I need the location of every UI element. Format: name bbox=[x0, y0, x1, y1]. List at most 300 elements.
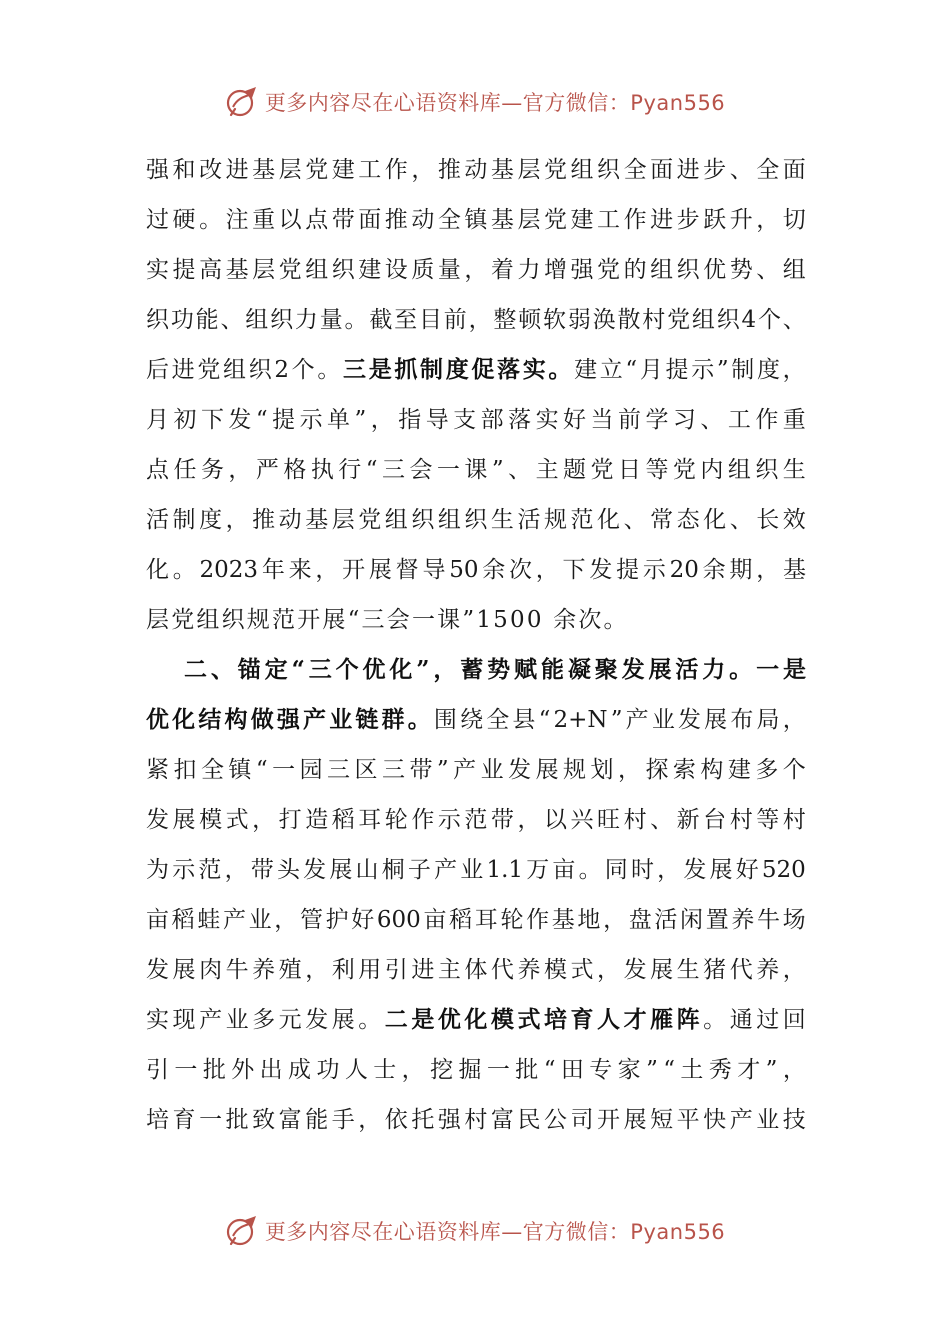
text-line bbox=[146, 745, 806, 795]
text-glyph: 功 bbox=[170, 307, 194, 333]
bold-text-glyph: 势 bbox=[487, 656, 511, 683]
text-glyph: 能 bbox=[195, 307, 219, 333]
text-glyph: 期 bbox=[729, 557, 753, 583]
text-glyph: 县 bbox=[512, 707, 536, 733]
text-glyph: 业 bbox=[480, 757, 504, 783]
bold-text-glyph: 才 bbox=[623, 1006, 647, 1033]
text-glyph: 建 bbox=[331, 157, 355, 183]
text-glyph: 目 bbox=[418, 307, 442, 333]
text-glyph: 全 bbox=[486, 707, 510, 733]
text-glyph: 1.1 bbox=[486, 857, 524, 883]
text-glyph: ， bbox=[603, 907, 627, 933]
text-glyph: 耳 bbox=[358, 807, 382, 833]
bold-text-glyph: 活 bbox=[675, 656, 699, 683]
text-glyph: 支 bbox=[453, 407, 477, 433]
text-glyph: ， bbox=[597, 957, 621, 983]
text-glyph: 提 bbox=[665, 357, 689, 383]
text-glyph: 面 bbox=[650, 157, 674, 183]
text-glyph: 党 bbox=[358, 507, 382, 533]
text-glyph: 动 bbox=[411, 207, 435, 233]
text-glyph: ， bbox=[464, 257, 488, 283]
text-glyph: 探 bbox=[645, 757, 669, 783]
text-glyph: 村 bbox=[642, 307, 666, 333]
text-glyph: 力 bbox=[294, 307, 318, 333]
text-glyph: 制 bbox=[172, 507, 196, 533]
text-glyph: ， bbox=[535, 557, 559, 583]
bold-text-glyph: “ bbox=[291, 656, 305, 683]
bold-text-glyph: 优 bbox=[146, 706, 169, 733]
text-glyph: 培 bbox=[146, 1107, 169, 1133]
text-glyph: 层 bbox=[517, 157, 541, 183]
text-glyph: 组 bbox=[223, 357, 247, 383]
text-glyph: 村 bbox=[464, 1107, 488, 1133]
text-glyph: 组 bbox=[384, 507, 408, 533]
text-glyph: 生 bbox=[490, 507, 514, 533]
bold-text-glyph: 。 bbox=[729, 656, 753, 683]
text-glyph: 党 bbox=[543, 157, 567, 183]
text-glyph: 组 bbox=[650, 257, 674, 283]
text-glyph: 万 bbox=[526, 857, 550, 883]
text-glyph: ” bbox=[491, 457, 504, 483]
text-glyph: 育 bbox=[172, 1107, 196, 1133]
text-glyph: 规 bbox=[563, 757, 587, 783]
text-glyph: 司 bbox=[570, 1107, 594, 1133]
text-glyph: 内 bbox=[700, 457, 724, 483]
text-glyph: 进 bbox=[225, 157, 249, 183]
text-glyph: ， bbox=[782, 357, 806, 383]
text-glyph: 当 bbox=[590, 407, 614, 433]
text-glyph: 、 bbox=[756, 257, 780, 283]
text-line bbox=[146, 845, 806, 895]
text-glyph: “ bbox=[663, 1057, 676, 1083]
text-glyph: 实 bbox=[146, 257, 169, 283]
text-glyph: 余 bbox=[482, 557, 506, 583]
text-glyph: 进 bbox=[171, 357, 195, 383]
text-glyph: 利 bbox=[331, 957, 355, 983]
text-glyph: 后 bbox=[146, 357, 169, 383]
text-glyph: 量 bbox=[319, 307, 343, 333]
text-glyph: 村 bbox=[782, 807, 806, 833]
text-glyph: 习 bbox=[672, 407, 696, 433]
text-glyph: 好 bbox=[563, 407, 587, 433]
text-glyph: ， bbox=[224, 857, 248, 883]
text-glyph: 强 bbox=[146, 157, 169, 183]
bold-text-glyph: 群 bbox=[381, 706, 405, 733]
text-glyph: 代 bbox=[490, 957, 514, 983]
text-glyph: 进 bbox=[676, 157, 700, 183]
text-glyph: 态 bbox=[676, 507, 700, 533]
bold-text-glyph: 度 bbox=[445, 356, 469, 383]
text-glyph: 发 bbox=[683, 857, 707, 883]
text-glyph: 展 bbox=[172, 957, 196, 983]
text-glyph: 轮 bbox=[500, 907, 524, 933]
text-glyph: 发 bbox=[589, 557, 613, 583]
text-glyph: 功 bbox=[316, 1057, 340, 1083]
text-glyph: 散 bbox=[617, 307, 641, 333]
text-glyph: 兴 bbox=[570, 807, 594, 833]
text-glyph: 步 bbox=[676, 207, 700, 233]
text-glyph: 猪 bbox=[703, 957, 727, 983]
text-glyph: 建 bbox=[727, 757, 751, 783]
bold-text-glyph: 。 bbox=[548, 356, 572, 383]
text-glyph: ” bbox=[354, 407, 367, 433]
text-glyph: 作 bbox=[755, 407, 779, 433]
text-glyph: 出 bbox=[259, 1057, 283, 1083]
text-glyph: 式 bbox=[570, 957, 594, 983]
text-glyph: 切 bbox=[782, 207, 806, 233]
text-glyph: 台 bbox=[703, 807, 727, 833]
text-glyph: 日 bbox=[617, 457, 641, 483]
text-glyph: 发 bbox=[508, 757, 532, 783]
text-glyph: 建 bbox=[358, 257, 382, 283]
bold-text-glyph: 聚 bbox=[594, 656, 618, 683]
text-glyph: 回 bbox=[782, 1007, 806, 1033]
text-glyph: 势 bbox=[729, 257, 753, 283]
text-glyph: 牛 bbox=[757, 907, 780, 933]
text-glyph: 外 bbox=[231, 1057, 255, 1083]
bold-text-glyph: 培 bbox=[543, 1006, 567, 1033]
text-glyph: 着 bbox=[490, 257, 514, 283]
text-glyph: 、 bbox=[782, 307, 806, 333]
text-glyph: 发 bbox=[146, 957, 169, 983]
text-glyph: 式 bbox=[225, 807, 249, 833]
text-glyph: 带 bbox=[331, 207, 355, 233]
text-glyph: 实 bbox=[535, 407, 559, 433]
text-glyph: 党 bbox=[197, 357, 221, 383]
text-glyph: 发 bbox=[146, 807, 169, 833]
text-glyph: 织 bbox=[411, 507, 435, 533]
text-glyph: 作 bbox=[526, 907, 550, 933]
text-glyph: 。 bbox=[344, 307, 368, 333]
text-glyph: 50 bbox=[449, 557, 479, 583]
bold-text-glyph: 阵 bbox=[676, 1006, 700, 1033]
text-glyph: 蛙 bbox=[197, 907, 221, 933]
text-glyph: 亩 bbox=[552, 857, 576, 883]
text-glyph: ， bbox=[315, 557, 339, 583]
text-glyph: 产 bbox=[453, 757, 477, 783]
text-line bbox=[146, 245, 806, 295]
text-glyph: “ bbox=[543, 1057, 556, 1083]
text-glyph: 改 bbox=[199, 157, 223, 183]
text-glyph: 成 bbox=[288, 1057, 312, 1083]
text-line bbox=[146, 295, 806, 345]
text-glyph: 三 bbox=[381, 757, 405, 783]
text-glyph: 行 bbox=[338, 457, 362, 483]
text-line bbox=[146, 645, 806, 695]
text-glyph: 、 bbox=[729, 507, 753, 533]
text-line bbox=[146, 895, 806, 945]
text-line bbox=[146, 445, 806, 495]
text-glyph: 建 bbox=[574, 357, 598, 383]
bold-text-glyph: 一 bbox=[756, 656, 780, 683]
text-glyph: 示 bbox=[437, 807, 461, 833]
text-glyph: 月 bbox=[639, 357, 663, 383]
text-glyph: 园 bbox=[299, 757, 323, 783]
text-glyph: ， bbox=[756, 207, 780, 233]
text-glyph: 代 bbox=[729, 957, 753, 983]
text-glyph: 紧 bbox=[146, 757, 169, 783]
text-glyph: 基 bbox=[490, 207, 514, 233]
text-glyph: 时 bbox=[630, 857, 654, 883]
text-glyph: 产 bbox=[434, 857, 458, 883]
text-glyph: 基 bbox=[490, 157, 514, 183]
text-glyph: 发 bbox=[623, 957, 647, 983]
text-glyph: 会 bbox=[409, 457, 433, 483]
text-glyph: ” bbox=[765, 1057, 778, 1083]
text-glyph: 织 bbox=[716, 307, 740, 333]
text-glyph: 涣 bbox=[592, 307, 616, 333]
text-glyph: 造 bbox=[305, 807, 329, 833]
text-glyph: 富 bbox=[278, 1107, 302, 1133]
text-glyph: 党 bbox=[672, 457, 696, 483]
text-glyph: ， bbox=[782, 957, 806, 983]
text-glyph: 村 bbox=[729, 807, 753, 833]
text-glyph: 全 bbox=[437, 207, 461, 233]
text-glyph: 一 bbox=[174, 1057, 198, 1083]
text-glyph: 能 bbox=[305, 1107, 329, 1133]
text-glyph: 设 bbox=[384, 257, 408, 283]
text-glyph: 重 bbox=[252, 207, 276, 233]
text-glyph: 展 bbox=[623, 1107, 647, 1133]
text-glyph: 批 bbox=[202, 1057, 226, 1083]
text-glyph: 。 bbox=[358, 1007, 382, 1033]
text-glyph: 提 bbox=[272, 407, 296, 433]
text-glyph: 发 bbox=[303, 857, 327, 883]
text-glyph: 区 bbox=[354, 757, 378, 783]
text-glyph: 、 bbox=[729, 157, 753, 183]
text-glyph: 亩 bbox=[146, 907, 169, 933]
text-glyph: 督 bbox=[395, 557, 419, 583]
bold-text-glyph: 雁 bbox=[650, 1006, 674, 1033]
text-glyph: 闲 bbox=[680, 907, 704, 933]
text-glyph: ” bbox=[610, 707, 623, 733]
text-glyph: 全 bbox=[200, 757, 224, 783]
text-glyph: 织 bbox=[248, 357, 272, 383]
text-glyph: 。 bbox=[317, 357, 341, 383]
text-glyph: 动 bbox=[278, 507, 302, 533]
text-glyph: ， bbox=[228, 457, 252, 483]
text-glyph: 生 bbox=[782, 457, 806, 483]
text-glyph: 产 bbox=[729, 1107, 753, 1133]
text-glyph: 效 bbox=[782, 507, 806, 533]
text-glyph: 强 bbox=[570, 257, 594, 283]
text-glyph: 2+N bbox=[553, 707, 608, 733]
text-glyph: 面 bbox=[782, 157, 806, 183]
text-glyph: 养 bbox=[756, 957, 780, 983]
text-glyph: 组 bbox=[437, 507, 461, 533]
bold-text-glyph: 制 bbox=[420, 356, 444, 383]
text-glyph: 带 bbox=[490, 807, 514, 833]
text-glyph: 示 bbox=[172, 857, 196, 883]
text-glyph: 个 bbox=[291, 357, 315, 383]
text-glyph: 依 bbox=[384, 1107, 408, 1133]
bold-text-glyph: 蓄 bbox=[460, 656, 484, 683]
text-glyph: 致 bbox=[252, 1107, 276, 1133]
text-glyph: 示 bbox=[299, 407, 323, 433]
text-glyph: 现 bbox=[172, 1007, 196, 1033]
text-glyph: 技 bbox=[782, 1107, 806, 1133]
text-glyph: 秀 bbox=[708, 1057, 732, 1083]
text-glyph: 增 bbox=[543, 257, 567, 283]
text-glyph: 等 bbox=[645, 457, 669, 483]
text-glyph: 展 bbox=[535, 757, 559, 783]
text-glyph: 一 bbox=[199, 1107, 223, 1133]
text-glyph: 年 bbox=[261, 557, 285, 583]
text-glyph: 工 bbox=[358, 157, 382, 183]
text-glyph: 课 bbox=[464, 457, 488, 483]
text-glyph: 开 bbox=[597, 1107, 621, 1133]
text-glyph: 推 bbox=[252, 507, 276, 533]
text-glyph: 盘 bbox=[628, 907, 652, 933]
text-line bbox=[146, 545, 806, 595]
text-glyph: 示 bbox=[642, 557, 666, 583]
text-glyph: 织 bbox=[755, 457, 779, 483]
text-glyph: 题 bbox=[563, 457, 587, 483]
text-glyph: ” bbox=[436, 757, 449, 783]
text-glyph: 带 bbox=[250, 857, 274, 883]
text-glyph: 提 bbox=[172, 257, 196, 283]
text-glyph: 业 bbox=[460, 857, 484, 883]
text-glyph: 富 bbox=[490, 1107, 514, 1133]
bold-text-glyph: 能 bbox=[540, 656, 564, 683]
text-glyph: 下 bbox=[200, 407, 224, 433]
text-glyph: 亩 bbox=[423, 907, 447, 933]
text-glyph: ， bbox=[305, 957, 329, 983]
bold-text-glyph: 凝 bbox=[567, 656, 591, 683]
text-glyph: 展 bbox=[329, 857, 353, 883]
text-glyph: 作 bbox=[384, 157, 408, 183]
bold-text-glyph: 锚 bbox=[237, 656, 261, 683]
text-glyph: 组 bbox=[691, 307, 715, 333]
text-glyph: 养 bbox=[252, 957, 276, 983]
text-glyph: 士 bbox=[373, 1057, 397, 1083]
document-body bbox=[146, 145, 806, 1145]
text-line bbox=[146, 395, 806, 445]
text-glyph: ， bbox=[468, 307, 492, 333]
text-glyph: 、 bbox=[650, 807, 674, 833]
text-glyph: 520 bbox=[761, 857, 806, 883]
text-glyph: 过 bbox=[146, 207, 169, 233]
text-glyph: 实 bbox=[146, 1007, 169, 1033]
text-glyph: 元 bbox=[278, 1007, 302, 1033]
text-glyph: 织 bbox=[331, 257, 355, 283]
bold-text-glyph: 产 bbox=[303, 706, 327, 733]
text-glyph: ， bbox=[617, 757, 641, 783]
text-glyph: 月 bbox=[146, 407, 169, 433]
text-glyph: 多 bbox=[755, 757, 779, 783]
text-glyph: 划 bbox=[590, 757, 614, 783]
bold-text-glyph: 、 bbox=[210, 656, 234, 683]
text-glyph: 活 bbox=[654, 907, 678, 933]
text-glyph: 牛 bbox=[225, 957, 249, 983]
watermark-text: 更多内容尽在心语资料库—官方微信：Pyan556 bbox=[264, 1220, 726, 1244]
text-glyph: 托 bbox=[411, 1107, 435, 1133]
text-glyph: 党 bbox=[278, 257, 302, 283]
text-glyph: 好 bbox=[351, 907, 375, 933]
text-glyph: 才 bbox=[737, 1057, 761, 1083]
bold-text-glyph: 育 bbox=[570, 1006, 594, 1033]
text-glyph: 的 bbox=[623, 257, 647, 283]
text-glyph: 建 bbox=[570, 207, 594, 233]
text-glyph: 主 bbox=[437, 957, 461, 983]
text-glyph: 田 bbox=[560, 1057, 584, 1083]
text-glyph: 点 bbox=[305, 207, 329, 233]
text-glyph: 指 bbox=[398, 407, 422, 433]
text-glyph: 稻 bbox=[449, 907, 473, 933]
text-glyph: 护 bbox=[325, 907, 349, 933]
text-glyph: 。 bbox=[172, 557, 196, 583]
text-glyph: 、 bbox=[623, 507, 647, 533]
text-line bbox=[146, 995, 806, 1045]
text-glyph: 土 bbox=[680, 1057, 704, 1083]
bold-text-glyph: 落 bbox=[497, 356, 521, 383]
text-glyph: 党 bbox=[597, 257, 621, 283]
bold-text-glyph: 发 bbox=[621, 656, 645, 683]
text-glyph: 化 bbox=[597, 507, 621, 533]
text-glyph: 党 bbox=[305, 157, 329, 183]
pen-logo-icon bbox=[225, 1214, 259, 1248]
text-glyph: ， bbox=[225, 507, 249, 533]
text-glyph: 批 bbox=[515, 1057, 539, 1083]
text-glyph: 步 bbox=[703, 157, 727, 183]
text-glyph: 层 bbox=[252, 257, 276, 283]
text-glyph: 局 bbox=[756, 707, 780, 733]
text-glyph: 度 bbox=[199, 507, 223, 533]
text-glyph: 提 bbox=[616, 557, 640, 583]
bold-text-glyph: 人 bbox=[597, 1006, 621, 1033]
text-glyph: 层 bbox=[517, 207, 541, 233]
text-glyph: 党 bbox=[667, 307, 691, 333]
text-glyph: 基 bbox=[782, 557, 806, 583]
text-glyph: 挖 bbox=[430, 1057, 454, 1083]
text-glyph: 。 bbox=[578, 857, 602, 883]
bold-text-glyph: 是 bbox=[782, 656, 806, 683]
text-glyph: 发 bbox=[228, 407, 252, 433]
text-glyph: 短 bbox=[650, 1107, 674, 1133]
watermark-header bbox=[0, 82, 950, 122]
text-glyph: 构 bbox=[700, 757, 724, 783]
bold-text-glyph: 定 bbox=[264, 656, 288, 683]
text-glyph: 动 bbox=[464, 157, 488, 183]
text-line bbox=[146, 1095, 806, 1145]
text-glyph: 制 bbox=[731, 357, 755, 383]
text-glyph: 轮 bbox=[384, 807, 408, 833]
text-glyph: 业 bbox=[225, 1007, 249, 1033]
text-glyph: 作 bbox=[411, 807, 435, 833]
watermark-footer bbox=[0, 1211, 950, 1251]
bold-text-glyph: ” bbox=[416, 656, 430, 683]
text-glyph: 发 bbox=[678, 707, 701, 733]
text-glyph: ， bbox=[657, 857, 681, 883]
text-glyph: 织 bbox=[270, 307, 294, 333]
text-glyph: 活 bbox=[146, 507, 169, 533]
text-glyph: 范 bbox=[570, 507, 594, 533]
text-glyph: 场 bbox=[782, 907, 806, 933]
text-glyph: 来 bbox=[288, 557, 312, 583]
text-glyph: 化 bbox=[703, 507, 727, 533]
text-glyph: 为 bbox=[146, 857, 169, 883]
text-glyph: 绕 bbox=[460, 707, 484, 733]
bold-text-glyph: 促 bbox=[471, 356, 495, 383]
text-glyph: 织 bbox=[676, 257, 700, 283]
text-glyph: 进 bbox=[411, 957, 435, 983]
text-glyph: 开 bbox=[342, 557, 366, 583]
text-glyph: 2 bbox=[274, 357, 289, 383]
text-glyph: 前 bbox=[617, 407, 641, 433]
text-line bbox=[146, 495, 806, 545]
text-glyph: 引 bbox=[146, 1057, 169, 1083]
text-glyph: 推 bbox=[384, 207, 408, 233]
